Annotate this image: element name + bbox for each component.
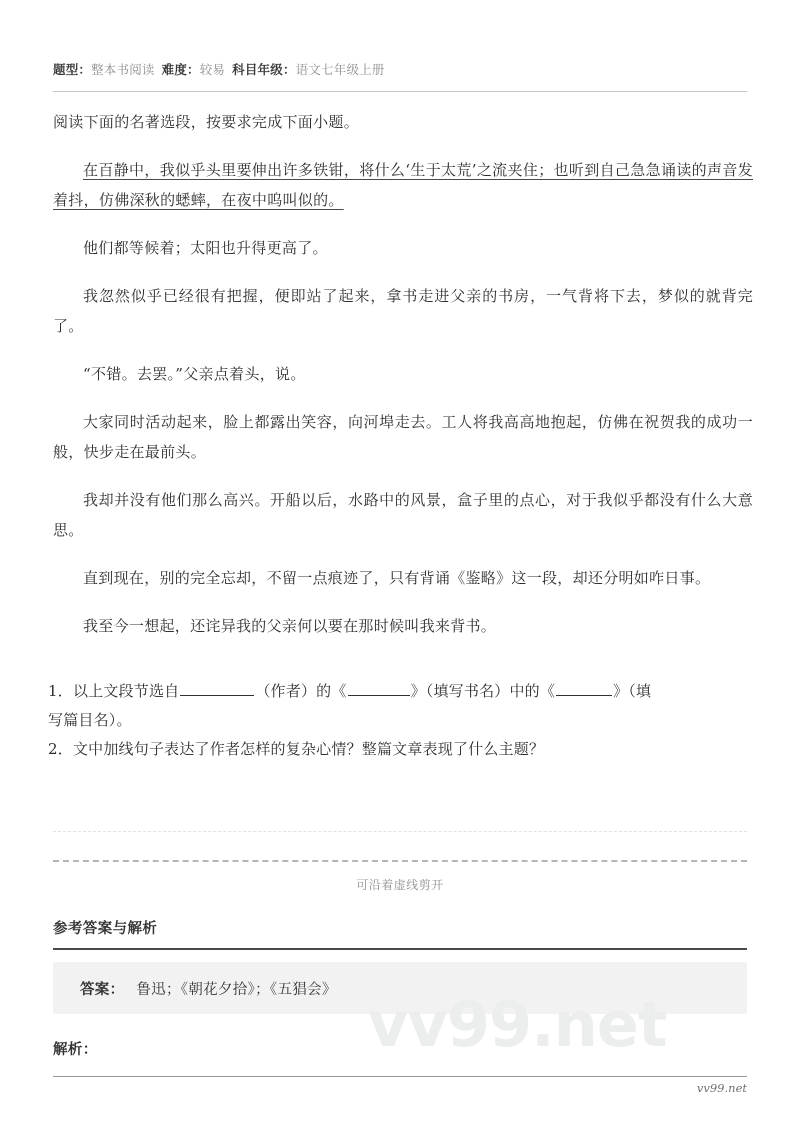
footer-divider (53, 1076, 747, 1077)
answer-label: 答案： (80, 981, 125, 998)
answer-section-divider (53, 948, 747, 950)
site-watermark: vv99.net (368, 988, 667, 1061)
question-1-text-part2: （作者）的《 (255, 682, 347, 700)
question-1-text-part3: 》（填写书名）中的《 (410, 682, 556, 700)
question-1-continuation: 写篇目名）。 (48, 711, 132, 729)
passage-paragraph: 直到现在，别的完全忘却，不留一点痕迹了，只有背诵《鉴略》这一段，却还分明如咋日事。 (83, 569, 711, 587)
question-type-value: 整本书阅读 (91, 62, 155, 77)
dashed-divider-light (53, 831, 747, 832)
question-1-blank-book[interactable] (348, 680, 410, 696)
question-item-1 (48, 678, 754, 705)
question-type-label: 题型： (53, 62, 92, 77)
question-1-text-part1: 1．以上文段节选自 (48, 682, 180, 700)
answer-value: 鲁迅；《朝花夕拾》；《五猖会》 (136, 982, 337, 998)
passage-paragraph: 我却并没有他们那么高兴。开船以后，水路中的风景，盒子里的点心，对于我似乎都没有什么大意思。 (53, 491, 753, 539)
passage-paragraph: 我忽然似乎已经很有把握，便即站了起来，拿书走进父亲的书房，一气背将下去，梦似的就背完了。 (53, 287, 753, 335)
passage-paragraph: 他们都等候着；太阳也升得更高了。 (83, 239, 328, 257)
footer-brand: vv99.net (696, 1081, 747, 1095)
subject-grade-value: 语文七年级上册 (295, 62, 385, 77)
passage-body (53, 107, 753, 659)
question-1-blank-author[interactable] (180, 680, 254, 696)
passage-underlined-paragraph: 在百静中，我似乎头里要伸出许多铁钳，将什么‘生于太荒’之流夹住；也听到自己急急诵读的声音发着抖，仿佛深秋的蟋蟀，在夜中呜叫似的。 (53, 161, 753, 209)
question-list (48, 678, 754, 765)
question-1-text-part4: 》（填 (613, 682, 652, 700)
difficulty-value: 较易 (199, 62, 226, 77)
header-meta (53, 60, 385, 78)
explanation-label: 解析： (53, 1041, 98, 1058)
subject-grade-label: 科目年级： (232, 62, 296, 77)
passage-paragraph: 大家同时活动起来，脸上都露出笑容，向河埠走去。工人将我高高地抱起，仿佛在祝贺我的成功一般，快步走在最前头。 (53, 413, 753, 461)
header-divider (53, 91, 747, 92)
dashed-cut-line (53, 860, 747, 862)
passage-paragraph: “不错。去罢。”父亲点着头，说。 (83, 365, 306, 383)
answer-section-title: 参考答案与解析 (53, 920, 158, 937)
question-1-blank-chapter[interactable] (556, 680, 612, 696)
passage-instruction: 阅读下面的名著选段，按要求完成下面小题。 (53, 113, 360, 131)
difficulty-label: 难度： (161, 62, 200, 77)
passage-paragraph: 我至今一想起，还诧异我的父亲何以要在那时候叫我来背书。 (83, 617, 497, 635)
question-item-2: 2．文中加线句子表达了作者怎样的复杂心情？整篇文章表现了什么主题？ (48, 740, 545, 758)
cut-line-note: 可沿着虚线剪开 (356, 878, 444, 892)
answer-row (80, 978, 337, 999)
